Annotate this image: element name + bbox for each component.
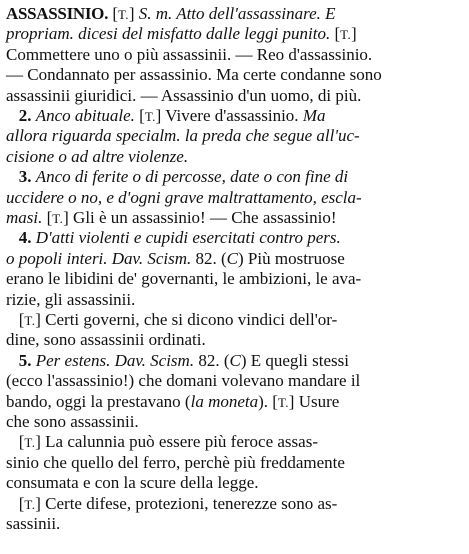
text-segment: erano le libidini de' governanti, le ambizioni, le ava- <box>6 269 362 289</box>
text-line <box>0 65 469 85</box>
text-segment: T. <box>24 313 36 328</box>
text-line-content <box>0 514 60 534</box>
text-segment: 82. ( <box>198 350 230 370</box>
text-segment: [ <box>6 310 25 329</box>
text-segment: ] <box>128 4 139 23</box>
text-line <box>0 494 469 514</box>
text-segment: [ <box>139 106 145 125</box>
text-segment: masi. <box>6 208 47 227</box>
text-line <box>0 392 469 412</box>
text-line-content <box>0 351 349 371</box>
text-segment: uccidere o no, e d'ogni grave maltrattamento, escla- <box>6 187 362 207</box>
text-line <box>0 473 469 493</box>
text-segment: ] Certe difese, protezioni, tenerezze sono as- <box>35 493 338 513</box>
text-segment: [ <box>46 208 53 227</box>
text-segment: [ <box>6 432 25 452</box>
text-segment: consumata e con la scure della legge. <box>6 473 259 493</box>
text-line-content <box>0 412 139 432</box>
text-line-content <box>0 269 361 289</box>
text-line-content <box>0 249 345 269</box>
text-segment: C <box>226 248 239 268</box>
text-segment: ) E quegli stessi <box>240 350 349 370</box>
text-line <box>0 4 469 24</box>
sense-number: 4. <box>6 228 36 248</box>
text-line <box>0 514 469 534</box>
text-line-content <box>0 453 345 473</box>
text-segment: cisione o ad altre violenze. <box>6 146 189 166</box>
text-segment: ] Vivere d'assassinio. <box>155 106 303 125</box>
text-line <box>0 24 469 44</box>
text-line <box>0 188 469 208</box>
text-line <box>0 310 469 330</box>
text-segment: T. <box>24 435 36 451</box>
text-segment: [ <box>334 24 341 44</box>
text-segment: rizie, gli assassinii. <box>6 289 136 309</box>
text-segment: sinio che quello del ferro, perchè più freddamente <box>6 452 345 472</box>
text-line-content <box>0 290 135 310</box>
text-line-content <box>0 24 357 44</box>
text-line-content <box>0 432 318 452</box>
text-segment: sassinii. <box>6 514 61 533</box>
sense-number: 2. <box>6 106 36 125</box>
text-line <box>0 106 469 126</box>
text-line <box>0 371 469 391</box>
text-line-content <box>0 147 188 167</box>
sense-number: 3. <box>6 167 36 187</box>
text-segment: T. <box>52 211 64 226</box>
text-segment: ] Usure <box>288 391 340 411</box>
text-segment: propriam. dicesi del misfatto dalle leggi punito. <box>6 24 335 44</box>
text-segment: S. m. Atto dell'assassinare. E <box>138 4 336 23</box>
text-segment: che sono assassinii. <box>6 412 139 431</box>
text-line <box>0 147 469 167</box>
text-line-content <box>0 330 206 350</box>
text-line-content <box>0 167 348 187</box>
text-line-content <box>0 494 337 514</box>
text-segment: Anco abituale. <box>35 106 140 125</box>
text-segment: ) Più mostruose <box>238 248 345 268</box>
text-line <box>0 45 469 65</box>
text-line-content <box>0 208 337 228</box>
text-line <box>0 412 469 432</box>
text-line-content <box>0 4 336 24</box>
text-segment: — Condannato per assassinio. Ma certe condanne sono <box>6 65 382 85</box>
text-segment: D'atti violenti e cupidi esercitati contro pers. <box>35 228 341 248</box>
text-segment: Ma <box>302 106 326 125</box>
text-line-content <box>0 188 362 208</box>
text-line <box>0 269 469 289</box>
text-segment: T. <box>277 394 289 410</box>
text-segment: Anco di ferite o di percosse, date o con fine di <box>35 167 349 187</box>
text-line <box>0 86 469 106</box>
text-line <box>0 351 469 371</box>
text-line-content <box>0 228 341 248</box>
text-segment: [ <box>108 4 118 23</box>
headword: ASSASSINIO. <box>6 4 109 23</box>
text-segment: C <box>229 350 241 370</box>
text-segment: T. <box>24 496 36 512</box>
text-segment: ). [ <box>258 391 278 411</box>
text-line <box>0 432 469 452</box>
text-segment: T. <box>144 109 156 124</box>
text-line-content <box>0 45 372 65</box>
text-segment: dine, sono assassinii ordinati. <box>6 330 206 350</box>
text-line-content <box>0 126 360 146</box>
text-segment: ] Certi governi, che si dicono vindici dell'or- <box>35 310 338 329</box>
text-line-content <box>0 310 337 330</box>
text-segment: 82. ( <box>195 248 227 268</box>
text-line-content <box>0 86 361 106</box>
text-segment: ] Gli è un assassinio! — Che assassinio! <box>63 208 337 227</box>
text-segment: [ <box>6 493 25 513</box>
text-segment: ] <box>351 24 357 44</box>
sense-number: 5. <box>6 350 36 370</box>
text-line-content <box>0 106 325 126</box>
text-line <box>0 290 469 310</box>
text-line <box>0 167 469 187</box>
text-line <box>0 228 469 248</box>
text-segment: allora riguarda specialm. la preda che segue all'uc- <box>6 126 360 146</box>
text-segment: Per estens. Dav. Scism. <box>35 350 199 370</box>
text-segment: bando, oggi la prestavano ( <box>6 391 191 411</box>
text-segment: o popoli interi. Dav. Scism. <box>6 248 196 268</box>
text-segment: la moneta <box>190 391 259 411</box>
text-line <box>0 208 469 228</box>
text-line <box>0 126 469 146</box>
text-line-content <box>0 371 360 391</box>
text-segment: T. <box>340 27 351 43</box>
text-segment: (ecco l'assassinio!) che domani volevano mandare il <box>6 371 361 391</box>
text-line-content <box>0 65 382 85</box>
text-segment: assassinii giuridici. — Assassinio d'un uomo, di più. <box>6 85 362 105</box>
text-segment: Commettere uno o più assassinii. — Reo d'assassinio. <box>6 44 373 64</box>
text-line <box>0 330 469 350</box>
text-segment: ] La calunnia può essere più feroce assas- <box>35 432 318 452</box>
text-segment: T. <box>117 7 129 22</box>
text-line-content <box>0 392 339 412</box>
text-line <box>0 249 469 269</box>
text-line-content <box>0 473 259 493</box>
text-line <box>0 453 469 473</box>
